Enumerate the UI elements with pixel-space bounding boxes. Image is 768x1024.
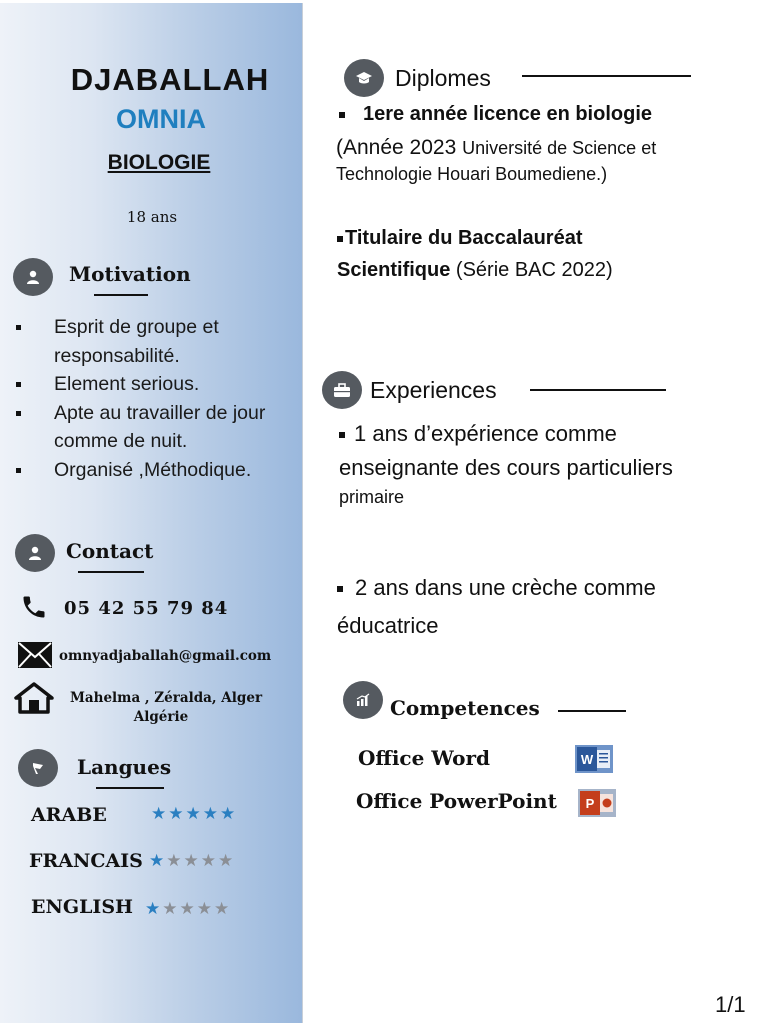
diploma-1-detail: (Année 2023 Université de Science et Technologie Houari Boumediene.) [336,136,657,184]
star-empty-icon: ★ [179,899,197,918]
language-name: FRANCAIS [29,850,143,872]
language-name: ENGLISH [31,896,133,918]
field-of-study: BIOLOGIE [107,151,211,174]
star-empty-icon: ★ [162,899,180,918]
list-item: Organisé ,Méthodique. [14,456,304,485]
experiences-title: Experiences [370,377,497,403]
page-number: 1/1 [715,992,746,1017]
star-filled-icon: ★ [151,804,169,823]
motivation-list [14,313,304,484]
star-empty-icon: ★ [214,899,232,918]
bullet [337,236,343,242]
star-empty-icon: ★ [183,851,201,870]
graduation-cap-icon [344,59,384,97]
phone-number[interactable]: 05 42 55 79 84 [64,598,229,619]
star-empty-icon: ★ [196,899,214,918]
email-icon [17,641,53,674]
contact-title: Contact [66,539,154,563]
star-empty-icon: ★ [166,851,184,870]
first-name: OMNIA [116,104,206,134]
svg-text:W: W [580,752,594,767]
address-line-2: Algérie [133,709,189,725]
experience-2: 2 ans dans une crèche comme éducatrice [337,575,656,638]
age: 18 ans [126,208,178,226]
user-icon [15,534,55,572]
skill-label: Office Word [358,746,490,770]
star-filled-icon: ★ [149,851,167,870]
motivation-underline [94,294,148,296]
diplomes-rule [522,75,691,77]
contact-underline [78,571,144,573]
language-rating [151,804,237,824]
diploma-2: Titulaire du Baccalauréat Scientifique (Série BAC 2022) [337,227,613,281]
experience-1: 1 ans d’expérience comme enseignante des cours particuliers $^{primaire}$ [339,421,673,507]
star-empty-icon: ★ [218,851,236,870]
competences-rule [558,710,626,712]
bullet [339,112,345,118]
diplomes-title: Diplomes [395,65,491,91]
last-name: DJABALLAH [70,62,270,97]
motivation-title: Motivation [69,262,191,286]
word-icon [575,745,613,778]
bar-chart-icon [343,681,383,719]
list-item: Apte au travailler de jour comme de nuit. [14,399,304,456]
bullet [337,586,343,592]
svg-text:P: P [585,796,595,811]
briefcase-icon [322,371,362,409]
experiences-rule [530,389,666,391]
address-line-1: Mahelma , Zéralda, Alger [69,690,263,706]
phone-icon [20,593,48,626]
competences-title: Competences [390,696,540,720]
star-filled-icon: ★ [168,804,186,823]
langues-underline [96,787,164,789]
star-filled-icon: ★ [185,804,203,823]
list-item: Esprit de groupe et responsabilité. [14,313,304,370]
bullet [339,432,345,438]
language-rating [145,899,231,919]
email-address[interactable]: omnyadjaballah@gmail.com [59,648,272,664]
language-name: ARABE [31,804,107,826]
langues-title: Langues [77,755,172,779]
star-empty-icon: ★ [200,851,218,870]
star-filled-icon: ★ [145,899,163,918]
diploma-1-title: 1ere année licence en biologie [339,103,652,126]
list-item: Element serious. [14,370,304,399]
powerpoint-icon [578,789,616,822]
star-filled-icon: ★ [202,804,220,823]
language-rating [149,851,235,871]
skill-label: Office PowerPoint [356,789,557,813]
flag-icon [18,749,58,787]
star-filled-icon: ★ [220,804,238,823]
home-icon [14,682,54,719]
user-icon [13,258,53,296]
